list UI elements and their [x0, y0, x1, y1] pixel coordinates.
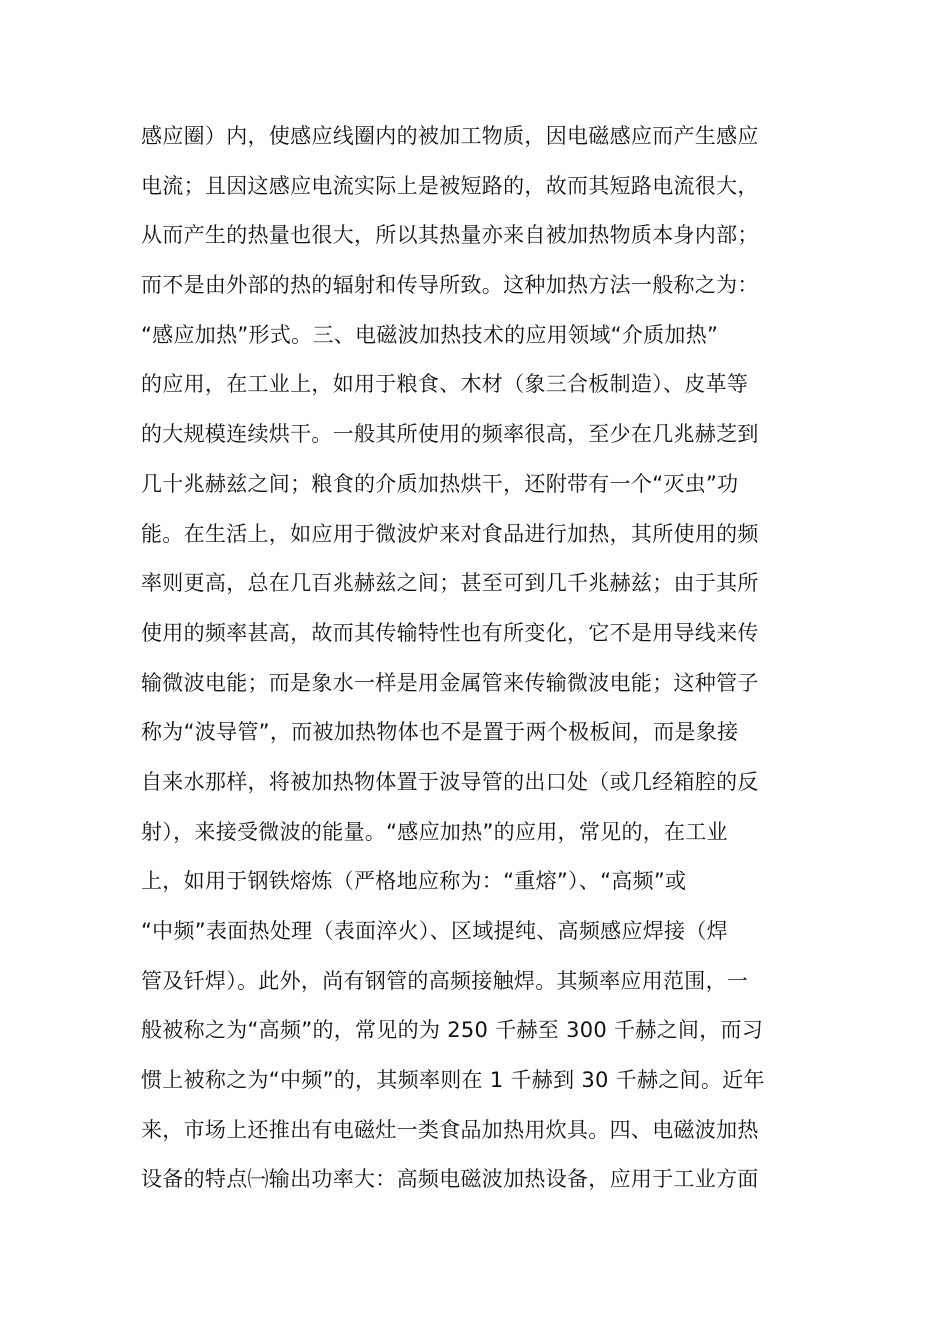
text-line: 几十兆赫兹之间；粮食的介质加热烘干，还附带有一个“灭虫”功 — [141, 471, 739, 496]
text-line: 能。在生活上，如应用于微波炉来对食品进行加热，其所使用的频 — [141, 521, 759, 546]
text-line: 率则更高，总在几百兆赫兹之间；甚至可到几千兆赫兹；由于其所 — [141, 571, 759, 596]
text-line: 自来水那样，将被加热物体置于波导管的出口处（或几经箱腔的反 — [141, 769, 759, 794]
text-line: 从而产生的热量也很大，所以其热量亦来自被加热物质本身内部； — [141, 223, 759, 248]
text-line: 使用的频率甚高，故而其传输特性也有所变化，它不是用导线来传 — [141, 620, 759, 645]
text-line: “中频”表面热处理（表面淬火）、区域提纯、高频感应焊接（焊 — [141, 919, 728, 943]
text-line: 上，如用于钢铁熔炼（严格地应称为：“重熔”）、“高频”或 — [141, 869, 687, 894]
text-line: 而不是由外部的热的辐射和传导所致。这种加热方法一般称之为： — [141, 273, 759, 298]
text-line: 感应圈）内，使感应线圈内的被加工物质，因电磁感应而产生感应 — [141, 124, 759, 148]
text-line: 的大规模连续烘干。一般其所使用的频率很高，至少在几兆赫芝到 — [141, 422, 759, 447]
body-text — [141, 112, 821, 1205]
text-line: 般被称之为“高频”的，常见的为 250 千赫至 300 千赫之间，而习 — [141, 1018, 764, 1043]
text-line: 称为“波导管”，而被加热物体也不是置于两个极板间，而是象接 — [141, 720, 739, 745]
text-line: 射），来接受微波的能量。“感应加热”的应用，常见的，在工业 — [141, 819, 728, 844]
text-line: 电流；且因这感应电流实际上是被短路的，故而其短路电流很大， — [141, 173, 759, 198]
text-line: 的应用，在工业上，如用于粮食、木材（象三合板制造）、皮革等 — [141, 372, 749, 397]
text-line: “感应加热”形式。三、电磁波加热技术的应用领域“介质加热” — [141, 322, 719, 347]
text-line: 输微波电能；而是象水一样是用金属管来传输微波电能；这种管子 — [141, 670, 759, 695]
text-line: 来，市场上还推出有电磁灶一类食品加热用炊具。四、电磁波加热 — [141, 1117, 759, 1142]
text-line: 惯上被称之为“中频”的，其频率则在 1 千赫到 30 千赫之间。近年 — [141, 1068, 765, 1093]
text-line: 设备的特点㈠输出功率大：高频电磁波加热设备，应用于工业方面 — [141, 1167, 759, 1192]
text-line: 管及钎焊）。此外，尚有钢管的高频接触焊。其频率应用范围，一 — [141, 968, 749, 993]
